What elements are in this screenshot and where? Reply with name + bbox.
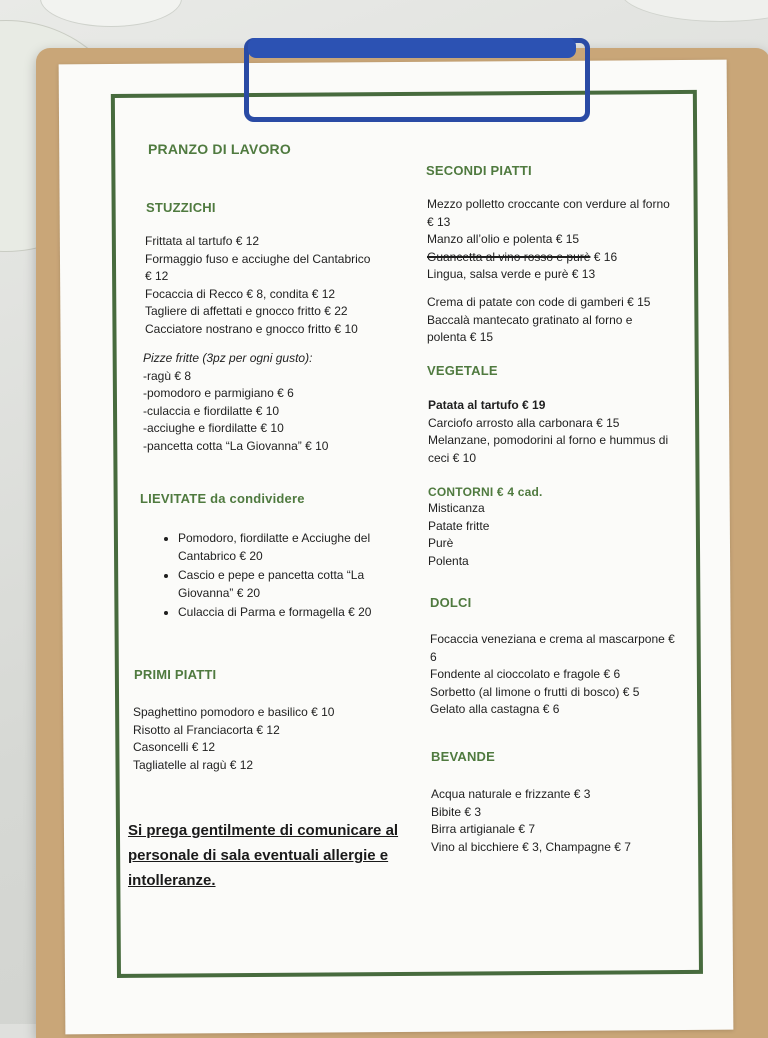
section-heading-bevande: BEVANDE — [431, 749, 496, 764]
section-heading-dolci: DOLCI — [430, 595, 472, 610]
struck-dish-price: € 16 — [593, 249, 618, 264]
menu-item: -pancetta cotta “La Giovanna” € 10 — [143, 438, 329, 453]
section-heading-vegetale: VEGETALE — [427, 363, 498, 378]
menu-item: Frittata al tartufo € 12 — [145, 234, 260, 248]
menu-item: Carciofo arrosto alla carbonara € 15 — [428, 415, 620, 430]
lievitate-list — [140, 530, 400, 624]
menu-item: • Culaccia di Parma e formagella € 20 — [178, 604, 400, 622]
menu-item: Focaccia di Recco € 8, condita € 12 — [145, 286, 336, 301]
allergy-notice: Si prega gentilmente di comunicare al personale di sala eventuali allergie e intolleranze. — [128, 822, 399, 889]
menu-item: -pomodoro e parmigiano € 6 — [143, 386, 294, 400]
section-heading-lievitate: LIEVITATE da condividere — [140, 491, 305, 506]
menu-item: ceci € 10 — [428, 450, 477, 465]
menu-item: Casoncelli € 12 — [133, 740, 216, 754]
menu-item: 6 — [430, 649, 437, 664]
pizze-fritte-list — [143, 350, 328, 455]
secondi-list-2 — [427, 294, 650, 347]
menu-item: € 13 — [427, 214, 451, 229]
menu-item-featured: Patata al tartufo € 19 — [428, 398, 546, 412]
menu-item: Lingua, salsa verde e purè € 13 — [427, 267, 596, 281]
menu-item: Purè — [428, 536, 454, 550]
menu-item: € 12 — [145, 269, 169, 283]
menu-item: Sorbetto (al limone o frutti di bosco) € 5 — [430, 684, 640, 699]
menu-item: Tagliatelle al ragù € 12 — [133, 757, 254, 772]
menu-item: Baccalà mantecato gratinato al forno e — [427, 312, 633, 327]
menu-item: • Cascio e pepe e pancetta cotta “La Giovanna” € 20 — [178, 567, 400, 602]
section-heading-secondi: SECONDI PIATTI — [426, 163, 532, 178]
menu-item: Cacciatore nostrano e gnocco fritto € 10 — [145, 321, 358, 336]
menu-item: Risotto al Franciacorta € 12 — [133, 722, 280, 737]
menu-item: -ragù € 8 — [143, 368, 192, 383]
menu-item: Birra artigianale € 7 — [431, 822, 536, 836]
vegetale-list — [428, 397, 668, 467]
section-heading-stuzzichi: STUZZICHI — [146, 200, 216, 215]
menu-item: Acqua naturale e frizzante € 3 — [431, 787, 591, 801]
menu-item: -acciughe e fiordilatte € 10 — [143, 421, 284, 435]
section-heading-primi: PRIMI PIATTI — [134, 667, 217, 682]
bevande-list — [431, 786, 631, 856]
menu-item-struck — [427, 249, 670, 267]
menu-item: Misticanza — [428, 501, 485, 515]
contorni-list — [428, 500, 489, 570]
menu-item: Tagliere di affettati e gnocco fritto € 22 — [145, 304, 348, 318]
menu-item: Focaccia veneziana e crema al mascarpone € — [430, 632, 675, 646]
menu-item: Patate fritte — [428, 518, 490, 533]
menu-item: Fondente al cioccolato e fragole € 6 — [430, 667, 621, 681]
menu-item: Mezzo polletto croccante con verdure al forno — [427, 197, 670, 211]
dolci-list — [430, 631, 675, 719]
clipboard-clip-bar — [248, 38, 576, 58]
struck-dish: Guancetta al vino rosso e purè — [427, 249, 591, 264]
menu-item: Formaggio fuso e acciughe del Cantabrico — [145, 251, 371, 266]
menu-item: polenta € 15 — [427, 330, 494, 344]
section-heading-contorni: CONTORNI € 4 cad. — [428, 485, 543, 499]
menu-title: PRANZO DI LAVORO — [148, 141, 291, 157]
menu-item: Manzo all’olio e polenta € 15 — [427, 232, 580, 246]
menu-item: Crema di patate con code di gamberi € 15 — [427, 295, 651, 309]
secondi-list — [427, 196, 670, 284]
menu-item: Vino al bicchiere € 3, Champagne € 7 — [431, 839, 631, 854]
menu-item: Polenta — [428, 553, 469, 568]
menu-item: Melanzane, pomodorini al forno e hummus di — [428, 433, 669, 447]
menu-item: • Pomodoro, fiordilatte e Acciughe del Cantabrico € 20 — [178, 530, 400, 565]
stuzzichi-list — [145, 233, 370, 338]
menu-item: Bibite € 3 — [431, 804, 482, 819]
primi-list — [133, 704, 334, 774]
pizze-fritte-heading: Pizze fritte (3pz per ogni gusto): — [143, 351, 313, 365]
menu-item: Gelato alla castagna € 6 — [430, 702, 560, 716]
menu-item: -culaccia e fiordilatte € 10 — [143, 403, 280, 418]
menu-item: Spaghettino pomodoro e basilico € 10 — [133, 705, 335, 719]
